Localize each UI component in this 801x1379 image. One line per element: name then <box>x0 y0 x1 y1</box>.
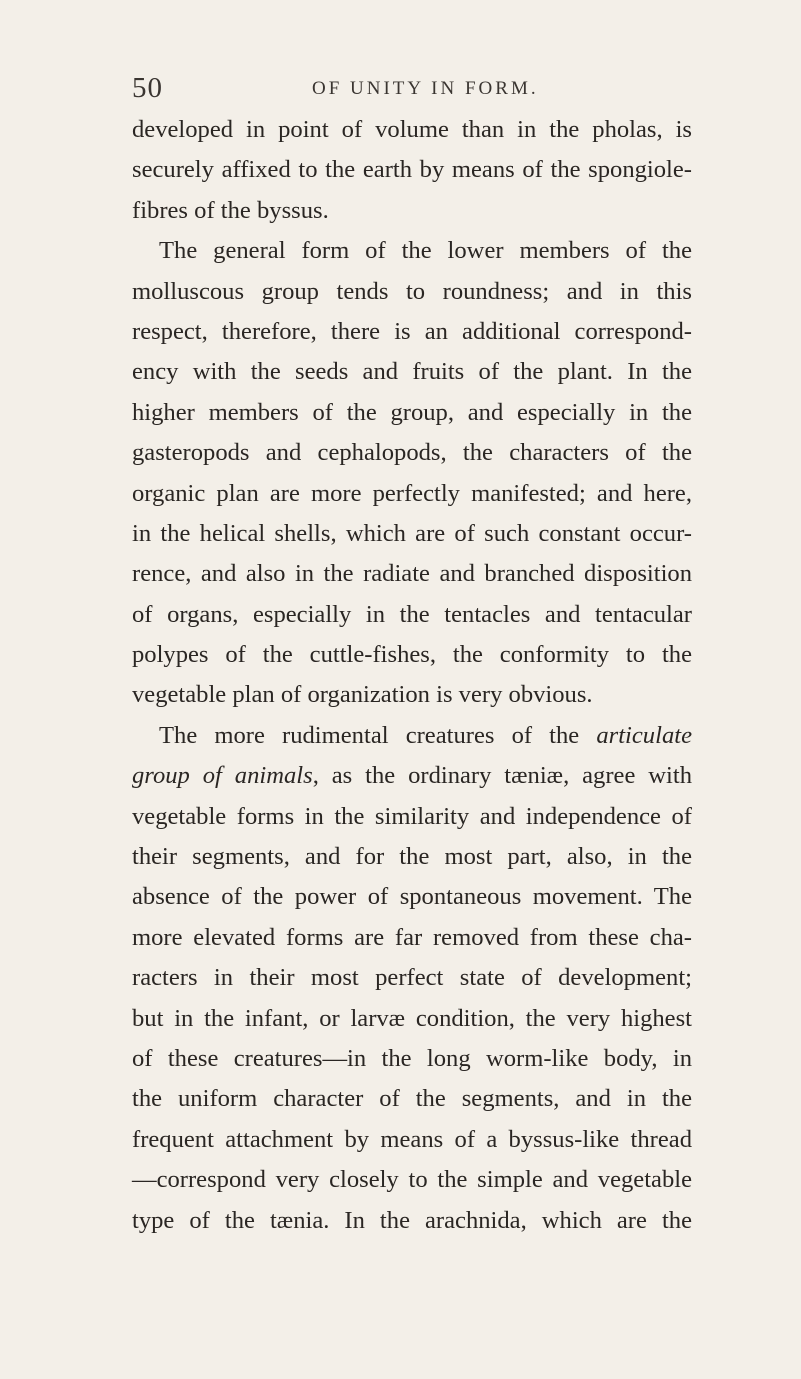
page-number: 50 <box>132 72 163 104</box>
text-line: higher members of the group, and especially in the <box>132 398 692 426</box>
text-fragment: The more rudimental creatures of the <box>159 721 597 749</box>
paragraph-2 <box>132 231 692 716</box>
text-line: more elevated forms are far removed from these cha- <box>132 923 692 951</box>
paragraph-1 <box>132 110 692 231</box>
text-line: fibres of the byssus. <box>132 196 329 224</box>
italic-term: group of animals <box>132 762 313 790</box>
text-line: frequent attachment by means of a byssus-like thread <box>132 1125 692 1153</box>
text-line: the uniform character of the segments, and in the <box>132 1085 692 1113</box>
text-line: gasteropods and cephalopods, the characters of the <box>132 439 692 467</box>
text-line: of organs, especially in the tentacles and tentacular <box>132 600 692 628</box>
text-line <box>132 716 692 756</box>
text-line: The general form of the lower members of the <box>159 237 692 265</box>
text-line: but in the infant, or larvæ condition, the very highest <box>132 1004 692 1032</box>
running-head <box>132 72 692 112</box>
text-fragment: , as the ordinary tæniæ, agree with <box>312 762 692 790</box>
text-line: of these creatures—in the long worm-like body, in <box>132 1044 692 1072</box>
running-title: OF UNITY IN FORM. <box>312 78 539 99</box>
text-line: in the helical shells, which are of such constant occur- <box>132 519 692 547</box>
text-line: ency with the seeds and fruits of the plant. In the <box>132 358 692 386</box>
text-line: organic plan are more perfectly manifested; and here, <box>132 479 692 507</box>
text-line: polypes of the cuttle-fishes, the conformity to the <box>132 641 692 669</box>
paragraph-3 <box>132 716 692 1241</box>
text-line: respect, therefore, there is an additional correspond- <box>132 317 692 345</box>
text-line: molluscous group tends to roundness; and in this <box>132 277 692 305</box>
text-line: developed in point of volume than in the pholas, is <box>132 116 692 143</box>
text-line: vegetable plan of organization is very obvious. <box>132 681 593 709</box>
text-line: type of the tænia. In the arachnida, which are the <box>132 1206 692 1234</box>
text-line <box>132 756 692 796</box>
text-line: absence of the power of spontaneous movement. The <box>132 883 692 911</box>
body-text <box>132 110 692 1241</box>
text-line: securely affixed to the earth by means of the spongiole- <box>132 156 692 184</box>
text-line: —correspond very closely to the simple and vegetable <box>132 1166 692 1194</box>
text-line: vegetable forms in the similarity and independence of <box>132 802 692 830</box>
text-line: rence, and also in the radiate and branched disposition <box>132 560 692 588</box>
text-line: racters in their most perfect state of development; <box>132 964 692 992</box>
italic-term: articulate <box>596 721 692 749</box>
text-line: their segments, and for the most part, also, in the <box>132 843 692 871</box>
